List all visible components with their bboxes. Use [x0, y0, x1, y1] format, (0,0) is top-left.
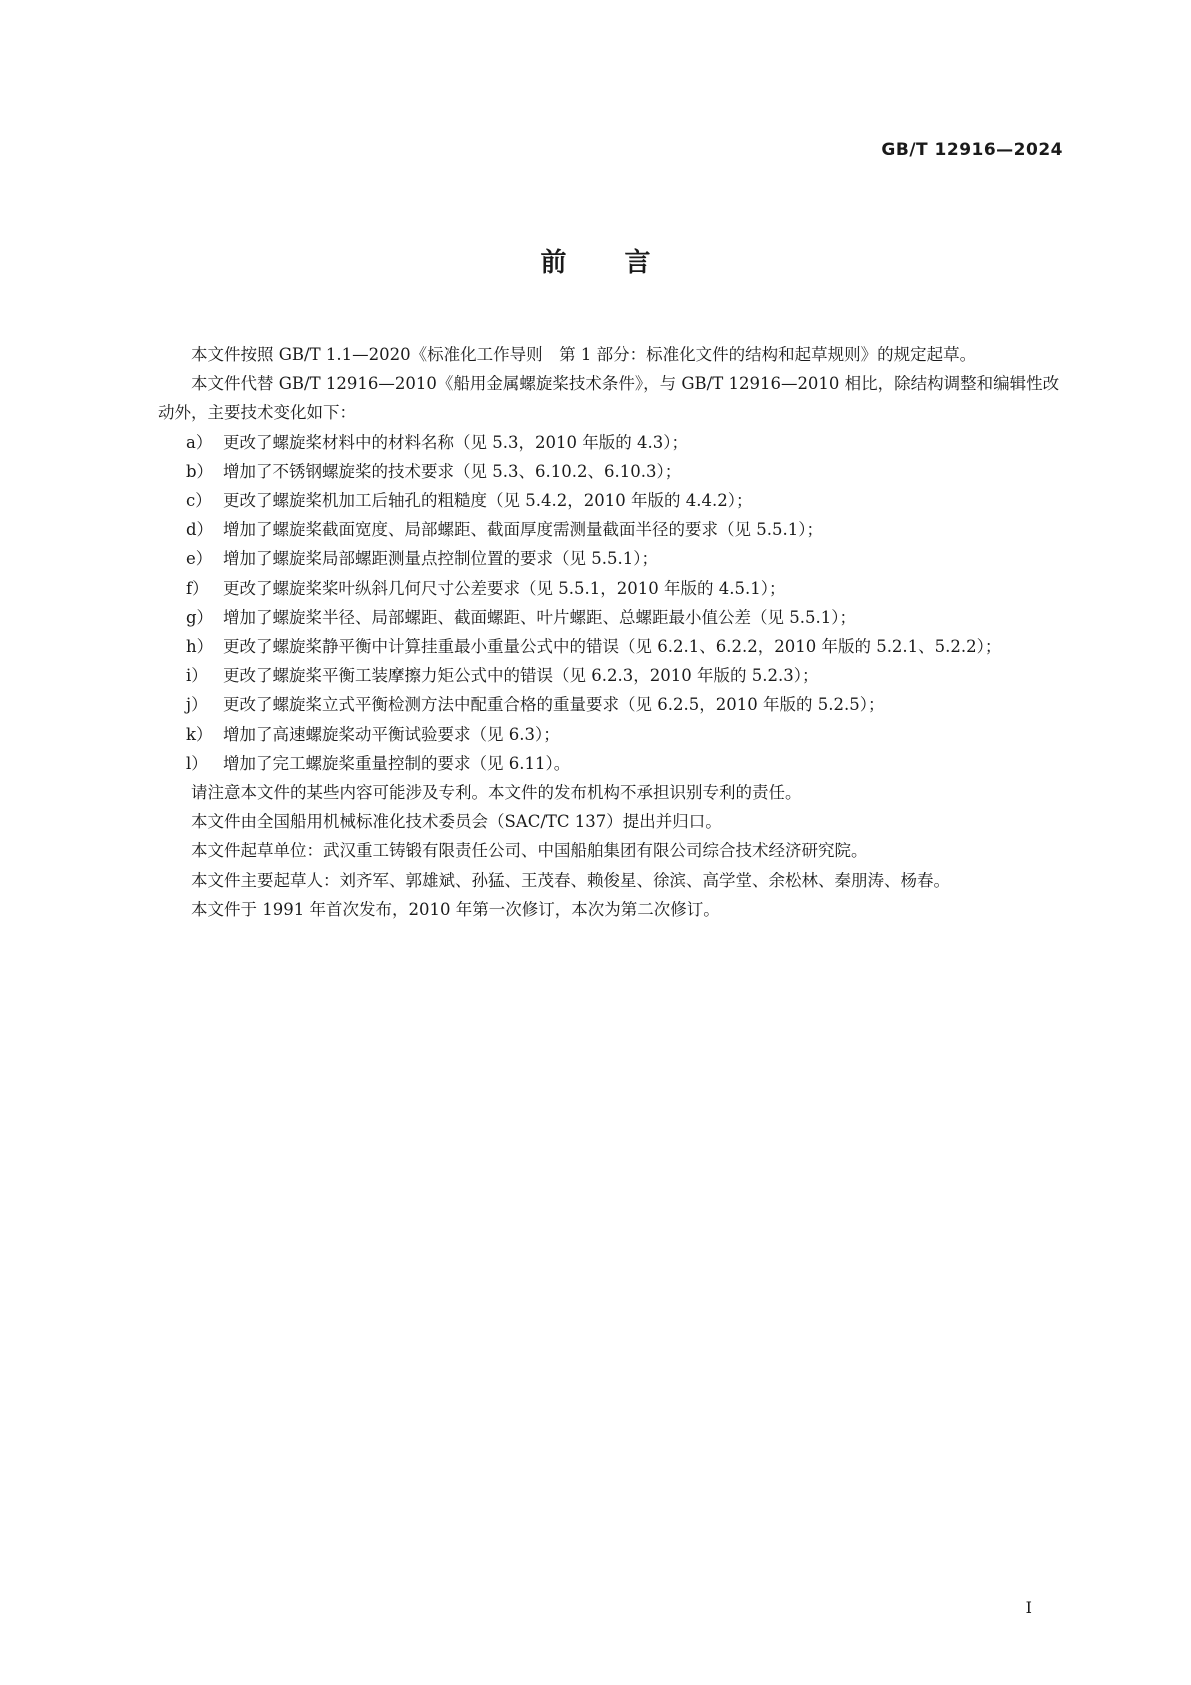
- list-marker: j）: [186, 695, 208, 715]
- list-text: 增加了高速螺旋桨动平衡试验要求（见 6.3）；: [223, 724, 560, 744]
- list-marker: b）: [186, 461, 214, 481]
- list-item: [158, 661, 1063, 690]
- list-text: 更改了螺旋桨机加工后轴孔的粗糙度（见 5.4.2，2010 年版的 4.4.2）；: [223, 491, 753, 511]
- standard-code: GB/T 12916—2024: [881, 140, 1063, 160]
- paragraph-patent-notice: 请注意本文件的某些内容可能涉及专利。本文件的发布机构不承担识别专利的责任。: [191, 783, 802, 803]
- list-text: 更改了螺旋桨立式平衡检测方法中配重合格的重量要求（见 6.2.5，2010 年版的 5.2.5）；: [223, 695, 885, 715]
- list-item: [158, 544, 1063, 573]
- changes-list: [158, 428, 1063, 778]
- list-item: [158, 690, 1063, 719]
- list-text: 增加了螺旋桨半径、局部螺距、截面螺距、叶片螺距、总螺距最小值公差（见 5.5.1）；: [223, 607, 856, 627]
- list-item: [158, 603, 1063, 632]
- list-marker: i）: [186, 666, 208, 686]
- list-item: [158, 749, 1063, 778]
- list-text: 增加了螺旋桨截面宽度、局部螺距、截面厚度需测量截面半径的要求（见 5.5.1）；: [223, 520, 823, 540]
- list-text: 增加了完工螺旋桨重量控制的要求（见 6.11）。: [223, 753, 571, 773]
- paragraph-drafting-units: 本文件起草单位：武汉重工铸锻有限责任公司、中国船舶集团有限公司综合技术经济研究院。: [191, 841, 868, 861]
- list-marker: c）: [186, 491, 212, 511]
- list-marker: h）: [186, 637, 214, 657]
- foreword-body: [158, 340, 1063, 924]
- list-marker: k）: [186, 724, 213, 744]
- list-item: [158, 632, 1063, 661]
- list-marker: f）: [186, 578, 209, 598]
- list-item: [158, 515, 1063, 544]
- paragraph-drafting-rules: 本文件按照 GB/T 1.1—2020《标准化工作导则 第 1 部分：标准化文件的结构和起草规则》的规定起草。: [191, 345, 977, 364]
- list-marker: g）: [186, 607, 214, 627]
- list-item: [158, 720, 1063, 749]
- list-text: 更改了螺旋桨桨叶纵斜几何尺寸公差要求（见 5.5.1，2010 年版的 4.5.1）；: [223, 578, 786, 598]
- list-text: 增加了螺旋桨局部螺距测量点控制位置的要求（见 5.5.1）；: [223, 549, 658, 569]
- list-marker: a）: [186, 432, 213, 452]
- list-item: [158, 574, 1063, 603]
- list-item: [158, 486, 1063, 515]
- list-marker: d）: [186, 520, 214, 540]
- page-number: Ⅰ: [1025, 1598, 1032, 1617]
- list-marker: l）: [186, 753, 208, 773]
- page-title: 前言: [540, 248, 709, 278]
- list-text: 更改了螺旋桨材料中的材料名称（见 5.3，2010 年版的 4.3）；: [223, 432, 688, 452]
- list-text: 更改了螺旋桨静平衡中计算挂重最小重量公式中的错误（见 6.2.1、6.2.2，2010 年版的 5.2.1、5.2.2）；: [223, 637, 1002, 657]
- paragraph-drafters: 本文件主要起草人：刘齐军、郭雄斌、孙猛、王茂春、赖俊星、徐滨、高学堂、余松林、秦朋涛、杨春。: [191, 870, 950, 890]
- paragraph-history: 本文件于 1991 年首次发布，2010 年第一次修订，本次为第二次修订。: [191, 899, 720, 919]
- paragraph-proposer: 本文件由全国船用机械标准化技术委员会（SAC/TC 137）提出并归口。: [191, 812, 722, 832]
- list-marker: e）: [186, 549, 213, 569]
- list-item: [158, 428, 1063, 457]
- list-text: 更改了螺旋桨平衡工装摩擦力矩公式中的错误（见 6.2.3，2010 年版的 5.2.3）；: [223, 666, 819, 686]
- list-item: [158, 457, 1063, 486]
- paragraph-replacement: 本文件代替 GB/T 12916—2010《船用金属螺旋桨技术条件》，与 GB/T 12916—2010 相比，除结构调整和编辑性改动外，主要技术变化如下：: [158, 374, 1060, 423]
- list-text: 增加了不锈钢螺旋桨的技术要求（见 5.3、6.10.2、6.10.3）；: [223, 461, 682, 481]
